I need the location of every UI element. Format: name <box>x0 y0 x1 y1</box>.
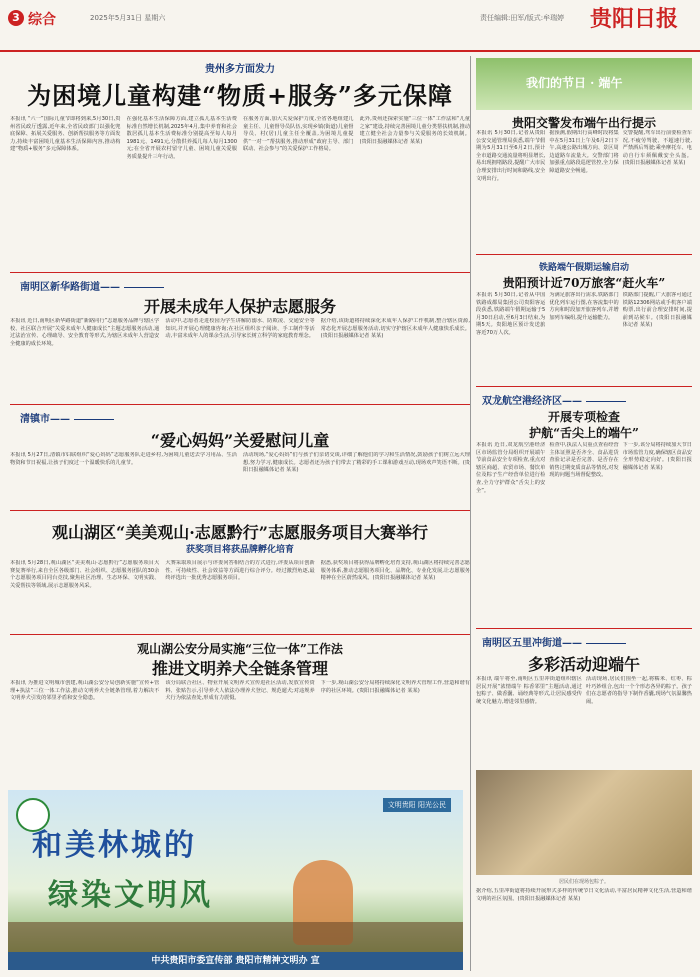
page-number: 3 <box>8 10 24 26</box>
festival-banner <box>476 58 692 110</box>
feature-paragraph: 据悉,获奖项目将获得品牌孵化培育支持,观山湖区将持续完善志愿服务体系,推动志愿服务项目化、品牌化、专业化发展,让志愿服务精神在全区蔚然成风。(贵阳日报融媒体记者 某某) <box>320 560 470 582</box>
column-divider <box>470 56 471 971</box>
security-paragraph: 下一步,观山湖公安分局将持续深化文明养犬管理工作,营造和谐有序的社区环境。(贵阳日报融媒体记者 某某) <box>320 680 470 694</box>
zongzi-photo <box>476 770 692 875</box>
security-body <box>10 680 470 784</box>
rail-title: 贵阳预计近70万旅客“赶火车” <box>502 276 666 290</box>
nanming-title: 开展未成年人保护志愿服务 <box>143 297 336 316</box>
festival-banner-text: 我们的节日 · 端午 <box>526 76 623 90</box>
activities-paragraph: 据介绍,五里冲街道将持续开展形式多样的传统节日文化活动,丰富居民精神文化生活,营造和谐文明的社区氛围。(贵阳日报融媒体记者 某某) <box>476 888 692 902</box>
checks-paragraph: 检查中,执法人员重点查看经营主体证照是否齐全、食品进货查验记录是否完善、是否存在销售过期变质食品等情况,对发现的问题当场督促整改。 <box>549 442 619 479</box>
lead-title: 为困境儿童构建“物质+服务”多元保障 <box>27 81 453 110</box>
qingzhen-column-head: 清镇市—— <box>20 410 114 425</box>
activities-body-top <box>476 676 692 764</box>
nanming-body <box>10 318 470 400</box>
feature-paragraph: 大赛采取项目展示与评委问答相结合的方式进行,评委从项目创新性、可持续性、社会效益等方面进行综合评分。经过激烈角逐,最终评选出一批优秀志愿服务项目。 <box>165 560 315 582</box>
divider <box>10 510 470 511</box>
photo-caption: 居民们在现场包粽子。 <box>558 879 609 885</box>
checks-paragraph: 本报讯 近日,双龙航空港经济区市场监管分局组织开展端午节前食品安全专项检查,重点对辖区商超、农贸市场、餐饮单位及粽子生产经营单位进行检查,全力守护群众“舌尖上的安全”。 <box>476 442 546 494</box>
divider <box>10 272 470 273</box>
activities-paragraph: 活动现场,居民们围坐一起,将糯米、红枣、粽叶巧妙组合,包出一个个形态各异的粽子。孩子们在志愿者的指导下制作香囊,现场气氛温馨热闹。 <box>586 676 692 705</box>
holiday-body <box>476 130 692 250</box>
feature-subtitle: 获奖项目将获品牌孵化培育 <box>185 545 294 555</box>
holiday-paragraph: 交警提醒,驾车出行前要检查车况,不疲劳驾驶、不超速行驶,严禁酒后驾驶;乘坐摩托车、电动自行车须佩戴安全头盔。(贵阳日报融媒体记者 某某) <box>622 130 692 167</box>
checks-column-head: 双龙航空港经济区—— <box>482 392 626 407</box>
newspaper-logo: 贵阳日报 <box>590 6 679 32</box>
ad-footer: 中共贵阳市委宣传部 贵阳市精神文明办 宣 <box>8 952 463 970</box>
rail-paragraph: 本报讯 5月30日,记者从中国铁路成都局集团公司贵阳客运段获悉,铁路端午假期运输于5月30日启动,至6月3日结束,为期5天。贵阳地区预计发送旅客近70万人次。 <box>476 292 546 336</box>
feature-body <box>10 560 470 630</box>
lead-paragraph: 在服务方面,加大关爱保护力度,全省各地组建儿童主任、儿童督导员队伍,实现乡镇(街道)儿童督导员、村(居)儿童主任全覆盖,为困境儿童提供“一对一”帮扶服务,推动形成“政府主导、部门联动、社会参与”的关爱保护工作格局。 <box>243 116 354 153</box>
feature-title: 观山湖区“美美观山·志愿黔行”志愿服务项目大赛举行 <box>52 523 428 542</box>
nanming-paragraph: 据介绍,该街道将持续深化未成年人保护工作机制,整合辖区资源,常态化开展志愿服务活动,切实守护辖区未成年人健康快乐成长。(贵阳日报融媒体记者 某某) <box>320 318 470 340</box>
public-service-ad <box>8 790 463 970</box>
qingzhen-paragraph: 本报讯 5月27日,清镇市妇联组织“爱心妈妈”志愿服务队走进乡村,为困境儿童送去学习用品、生活物资和节日祝福,让孩子们度过一个温暖快乐的儿童节。 <box>10 452 237 466</box>
divider <box>476 628 692 629</box>
lead-kicker: 贵州多方面发力 <box>205 64 275 75</box>
rail-body <box>476 292 692 382</box>
nanming-paragraph: 活动中,志愿者走进校园为学生讲解防溺水、防欺凌、交通安全等知识,并开展心理健康咨询;在社区组织亲子阅读、手工制作等活动,丰富未成年人的课余生活,引导家长树立科学的家庭教育理念。 <box>165 318 315 340</box>
divider <box>476 386 692 387</box>
qingzhen-title: “爱心妈妈”关爱慰问儿童 <box>150 431 330 450</box>
ad-slogan: 文明贵阳 阳光公民 <box>383 798 451 812</box>
divider <box>10 634 470 635</box>
rail-paragraph: 铁路部门提醒,广大旅客可通过铁路12306网站或手机客户端购票,出行前合理安排时间,提前到站候车。(贵阳日报融媒体记者 某某) <box>622 292 692 329</box>
activities-title: 多彩活动迎端午 <box>527 655 640 674</box>
divider <box>10 404 470 405</box>
holiday-paragraph: 本报讯 5月30日,记者从贵阳公安交通管理局获悉,端午节假期为5月31日至6月2日,预计全市道路交通流量将明显增长,易出现拥堵路段,提醒广大市民合理安排出行时间和路线,安全文明出行。 <box>476 130 546 182</box>
rail-paragraph: 为满足旅客出行需求,铁路部门优化列车运行图,在客流集中的方向和时段加开旅客列车,并增加列车编组,提升运输能力。 <box>549 292 619 321</box>
holiday-title: 贵阳交警发布端午出行提示 <box>511 116 656 130</box>
issue-date: 2025年5月31日 星期六 <box>90 14 166 22</box>
ad-path <box>8 922 463 952</box>
divider <box>476 254 692 255</box>
checks-paragraph: 下一步,该分局将持续加大节日市场监管力度,确保辖区食品安全形势稳定向好。(贵阳日报融媒体记者 某某) <box>622 442 692 471</box>
checks-subtitle: 护航“舌尖上的端午” <box>529 426 639 440</box>
rail-kicker: 铁路端午假期运输启动 <box>538 263 629 273</box>
section-name: 综合 <box>28 12 56 28</box>
lead-paragraph: 此外,贵州还探索实施“三位一体”工作法和“儿童之家”建设,持续完善困境儿童分类帮扶机制,推动建立健全社会力量参与关爱服务的长效机制。(贵阳日报融媒体记者 某某) <box>359 116 470 145</box>
activities-column-head: 南明区五里冲街道—— <box>482 634 626 649</box>
security-title: 观山湖公安分局实施“三位一体”工作法 <box>137 642 343 656</box>
security-subtitle: 推进文明养犬全链条管理 <box>151 659 328 678</box>
qingzhen-paragraph: 活动现场,“爱心妈妈”们与孩子们亲切交谈,详细了解他们的学习和生活情况,鼓励孩子们树立远大理想,努力学习,健康成长。志愿者还为孩子们带去了精彩的手工课和游戏互动,现场欢声笑语不断。(贵阳日报融媒体记者 某某) <box>243 452 470 474</box>
holiday-paragraph: 据预测,假期出行高峰时段将集中在5月31日上午及6月2日下午,高速公路出城方向、景区周边道路车流量大。交警部门将加强重点路段巡逻管控,全力保障道路安全畅通。 <box>549 130 619 174</box>
checks-body <box>476 442 692 622</box>
ad-headline-2: 绿染文明风 <box>48 878 213 913</box>
activities-paragraph: 本报讯 端午将至,南明区五里冲街道组织辖区居民开展“浓情端午 粽香邻里”主题活动,通过包粽子、做香囊、诵经典等形式,让居民感受传统文化魅力,增进邻里感情。 <box>476 676 582 705</box>
checks-title: 开展专项检查 <box>547 410 620 424</box>
nanming-paragraph: 本报讯 近日,南明区新华路街道“新路同行”志愿服务品牌与辖区学校、社区联合开展“关爱未成年人健康成长”主题志愿服务活动,通过法治宣传、心理疏导、安全教育等形式,为辖区未成年人营造安全健康的成长环境。 <box>10 318 160 347</box>
security-paragraph: 该分局联合社区、物业开展文明养犬宣传进社区活动,发放宣传资料、张贴告示,引导养犬人依法办理养犬登记、规范遛犬;对违规养犬行为依法查处,形成有力震慑。 <box>165 680 315 702</box>
lead-body <box>10 116 470 266</box>
lead-paragraph: 在强化基本生活保障方面,建立孤儿基本生活费标准自然增长机制,2025年4月,集中养育和社会散居孤儿基本生活费标准分别提高至每人每月1981元、1491元,分散供养孤儿每人每月1300元;在全省开展农村留守儿童、困境儿童关爱服务质量提升三年行动。 <box>126 116 237 160</box>
security-paragraph: 本报讯 为推进文明城市创建,观山湖公安分局创新实施“宣传+管理+执法”三位一体工作法,推动文明养犬全链条管理,着力解决不文明养犬引发的邻里矛盾和安全隐患。 <box>10 680 160 702</box>
qingzhen-body <box>10 452 470 507</box>
activities-body-bottom <box>476 888 692 970</box>
page-header <box>0 0 700 52</box>
editor-credits: 责任编辑:田军/版式:牟瑞婷 <box>480 14 565 22</box>
ad-headline-1: 和美林城的 <box>32 828 197 863</box>
nanming-column-head: 南明区新华路街道—— <box>20 278 164 293</box>
feature-paragraph: 本报讯 5月28日,观山湖区“美美观山·志愿黔行”志愿服务项目大赛复赛举行,来自全区各级部门、社会组织、志愿服务团队的30余个志愿服务项目同台竞技,聚焦社区治理、生态环保、文明实践、关爱帮扶等领域,展示志愿服务风采。 <box>10 560 160 589</box>
lead-paragraph: 本报讯 “六一”国际儿童节即将到来,5月30日,贵州省民政厅透露,近年来,全省民政部门以强化兜底保障、拓展关爱服务、创新帮扶服务等方面发力,持续丰富困境儿童基本生活保障内容,推动构建“物质+服务”多元保障体系。 <box>10 116 121 153</box>
